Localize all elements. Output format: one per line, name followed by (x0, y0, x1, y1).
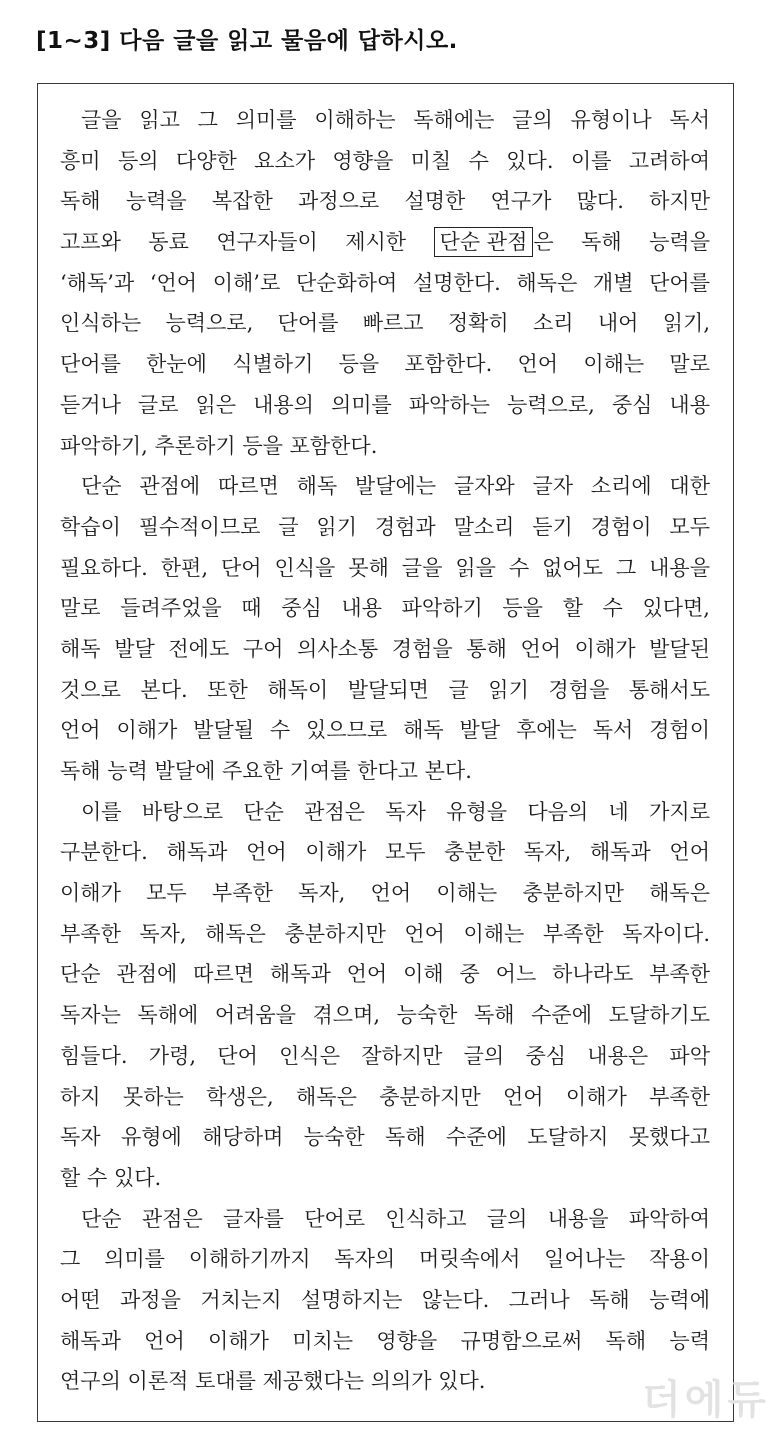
passage-line: 해독 발달 전에도 구어 의사소통 경험을 통해 언어 이해가 발달된 (60, 636, 710, 661)
passage-line: 듣거나 글로 읽은 내용의 의미를 파악하는 능력으로, 중심 내용 (60, 392, 710, 417)
passage-line: 말로 들려주었을 때 중심 내용 파악하기 등을 할 수 있다면, (60, 596, 710, 621)
passage-line: 독해 능력을 복잡한 과정으로 설명한 연구가 많다. 하지만 (60, 189, 710, 214)
passage-line: 독자 유형에 해당하며 능숙한 독해 수준에 도달하지 못했다고 (60, 1125, 710, 1150)
passage-line: 인식하는 능력으로, 단어를 빠르고 정확히 소리 내어 읽기, (60, 311, 710, 336)
passage-line: 구분한다. 해독과 언어 이해가 모두 충분한 독자, 해독과 언어 (60, 840, 710, 865)
passage-line: 힘들다. 가령, 단어 인식은 잘하지만 글의 중심 내용은 파악 (60, 1043, 710, 1068)
passage-line: 것으로 본다. 또한 해독이 발달되면 글 읽기 경험을 통해서도 (60, 677, 710, 702)
boxed-term-simple-view: 단순 관점 (434, 227, 534, 257)
passage-line: 할 수 있다. (60, 1165, 162, 1190)
passage-box (37, 83, 734, 1422)
passage-text (60, 100, 710, 1402)
passage-line: 단순 관점에 따르면 해독과 언어 이해 중 어느 하나라도 부족한 (60, 962, 710, 987)
passage-line: ‘해독’과 ‘언어 이해’로 단순화하여 설명한다. 해독은 개별 단어를 (60, 270, 710, 295)
passage-line: 해독과 언어 이해가 미치는 영향을 규명함으로써 독해 능력 (60, 1328, 710, 1353)
passage-line: 독해 능력 발달에 주요한 기여를 한다고 본다. (60, 759, 472, 783)
passage-line: 어떤 과정을 거치는지 설명하지는 않는다. 그러나 독해 능력에 (60, 1287, 710, 1312)
passage-line: 파악하기, 추론하기 등을 포함한다. (60, 433, 378, 458)
passage-line: 연구의 이론적 토대를 제공했다는 의의가 있다. (60, 1369, 486, 1394)
passage-line: 부족한 독자, 해독은 충분하지만 언어 이해는 부족한 독자이다. (60, 921, 710, 946)
passage-line: 그 의미를 이해하기까지 독자의 머릿속에서 일어나는 작용이 (60, 1247, 710, 1272)
passage-line-part: 은 독해 능력을 (533, 230, 710, 255)
passage-line: 단어를 한눈에 식별하기 등을 포함한다. 언어 이해는 말로 (60, 352, 710, 377)
watermark-logo: 더에듀 (642, 1377, 770, 1423)
passage-line: 독자는 독해에 어려움을 겪으며, 능숙한 독해 수준에 도달하기도 (60, 1003, 710, 1028)
passage-line: 언어 이해가 발달될 수 있으므로 해독 발달 후에는 독서 경험이 (60, 718, 710, 743)
passage-line: 글을 읽고 그 의미를 이해하는 독해에는 글의 유형이나 독서 (81, 108, 710, 132)
passage-line-part: 고프와 동료 연구자들이 제시한 (60, 230, 407, 255)
passage-line: 단순 관점은 글자를 단어로 인식하고 글의 내용을 파악하여 (81, 1206, 710, 1231)
passage-line: 필요하다. 한편, 단어 인식을 못해 글을 읽을 수 없어도 그 내용을 (60, 555, 710, 580)
passage-line-with-boxed-term (60, 222, 710, 263)
passage-line: 흥미 등의 다양한 요소가 영향을 미칠 수 있다. 이를 고려하여 (60, 148, 710, 173)
passage-line: 학습이 필수적이므로 글 읽기 경험과 말소리 듣기 경험이 모두 (60, 514, 710, 539)
question-header: [1~3] 다음 글을 읽고 물음에 답하시오. (36, 28, 458, 54)
passage-line: 이해가 모두 부족한 독자, 언어 이해는 충분하지만 해독은 (60, 881, 710, 906)
passage-line: 단순 관점에 따르면 해독 발달에는 글자와 글자 소리에 대한 (81, 474, 710, 499)
passage-line: 이를 바탕으로 단순 관점은 독자 유형을 다음의 네 가지로 (81, 799, 710, 824)
passage-line: 하지 못하는 학생은, 해독은 충분하지만 언어 이해가 부족한 (60, 1084, 710, 1109)
